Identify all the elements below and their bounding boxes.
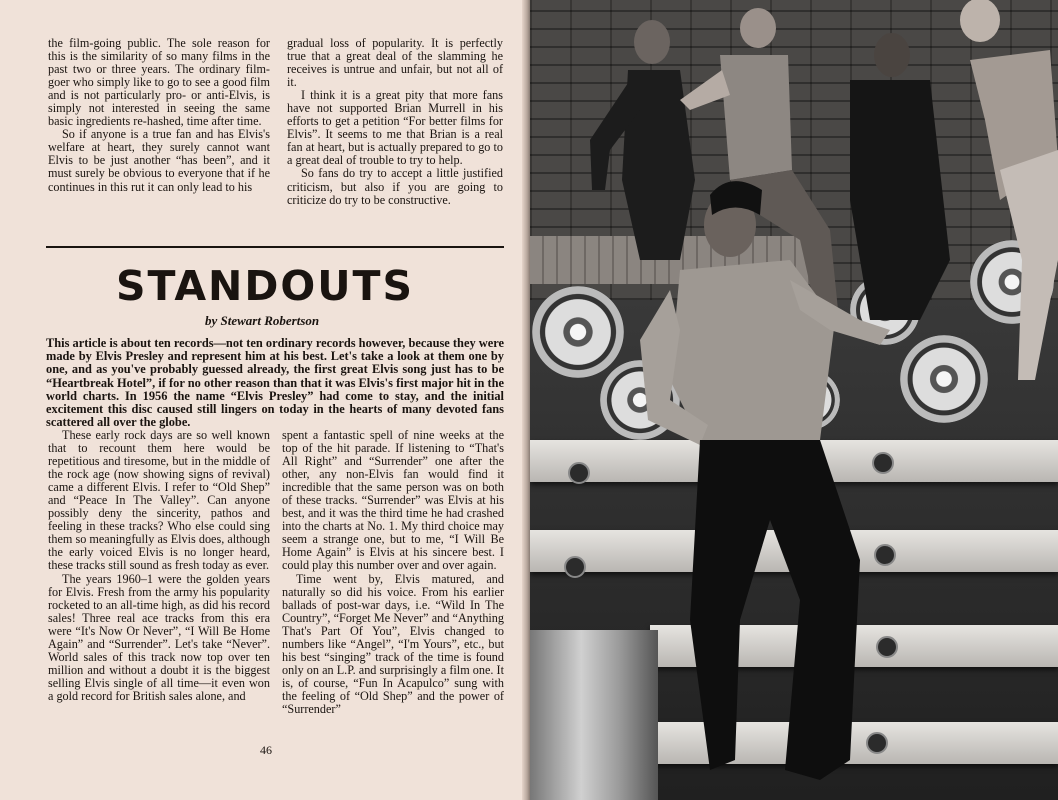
article-lead: This article is about ten records—not ten ordinary records however, because they were made by Elvis Presley and represent him at his best. Let's take a look at them one by one, and as you've probably guessed already, the first great Elvis song just has to be “Heartbreak Hotel”, if for no other reason than that it was Elvis's first major hit in the world charts. In 1956 the name “Elvis Presley” had come to stay, and the initial excitement this disc caused still lingers on today in the hearts of many devoted fans scattered all over the globe. [46, 336, 504, 430]
paragraph: gradual loss of popularity. It is perfectly true that a great deal of the slamming he receives is untrue and unfair, but not all of it. [287, 36, 503, 90]
paragraph: I think it is a great pity that more fans have not supported Brian Murrell in his efforts to get a petition “For better films for Elvis”. It seems to me that Brian is a real fan at heart, but is actually prepared to go to a great deal of trouble to try to help. [287, 88, 503, 168]
elvis-figure [640, 181, 890, 780]
body-column-right [282, 429, 504, 716]
text-page [0, 0, 528, 800]
body-column-left [48, 429, 270, 703]
article-headline: STANDOUTS [116, 262, 415, 310]
paragraph: spent a fantastic spell of nine weeks at the top of the hit parade. If listening to “That's All Right” and “Surrender” one after the other, any non-Elvis fan would find it incredible that the same person was on both of these tracks. “Surrender” was Elvis at his best, and it was the third time he had crashed into the charts at No. 1. My third choice may seem a strange one, but to me, “I Will Be Home Again” is Elvis at his sincere best. I could play this number over and over again. [282, 428, 504, 573]
dancer-woman-right [960, 0, 1058, 380]
paragraph: So if anyone is a true fan and has Elvis's welfare at heart, they surely cannot want Elvis to be just another “has been”, and it must surely be obvious to everyone that if he continues in this rut it can only lead to his [48, 127, 270, 194]
paragraph: These early rock days are so well known that to recount them here would be repetitious and tiresome, but in the middle of the rock age (now showing signs of revival) came a different Elvis. I refer to “Old Shep” and “Peace In The Valley”. Can anyone possibly deny the sincerity, pathos and feeling in these tracks? Who else could sing them so meaningfully as Elvis does, although the early voiced Elvis is no longer heard, these tracks still sound as fresh today as ever. [48, 428, 270, 573]
section-divider [46, 246, 504, 248]
top-column-left [48, 37, 270, 194]
page-number: 46 [260, 743, 272, 757]
paragraph: Time went by, Elvis matured, and naturally so did his voice. From his earlier ballads of post-war days, i.e. “Wild In The Country”, “Forget Me Never” and “Anything That's Part Of You”, Elvis changed to numbers like “Angel”, “I'm Yours”, etc., but his best “singing” track of the time is found only on an L.P. and surprisingly a film one. It is, of course, “Fun In Acapulco” sung with the feeling of “Old Shep” and the power of “Surrender” [282, 571, 504, 716]
metal-drum [530, 630, 658, 800]
elvis-photo [530, 0, 1058, 800]
paragraph: So fans do try to accept a little justified criticism, but also if you are going to criticize do try to be constructive. [287, 166, 503, 207]
article-byline: by Stewart Robertson [205, 313, 320, 328]
top-column-right [287, 37, 503, 207]
dancer-right-man [850, 33, 950, 320]
paragraph: the film-going public. The sole reason for this is the similarity of so many films in the past two or three years. The ordinary film-goer who simply like to go to see a good film and is not particularly pro- or anti-Elvis, is simply not interested in seeing the same basic ingredients re-hashed, time after time. [48, 36, 270, 129]
paragraph: The years 1960–1 were the golden years for Elvis. Fresh from the army his popularity rocketed to an all-time high, as did his record sales! Three real ace tracks from this era were “It's Now Or Never”, “I Will Be Home Again” and “Surrender”. Let's take “Never”. World sales of this track now top over ten million and without a doubt it is the biggest selling Elvis single of all time—it even won a gold record for British sales alone, and [48, 571, 270, 703]
dancer-left [590, 20, 695, 260]
